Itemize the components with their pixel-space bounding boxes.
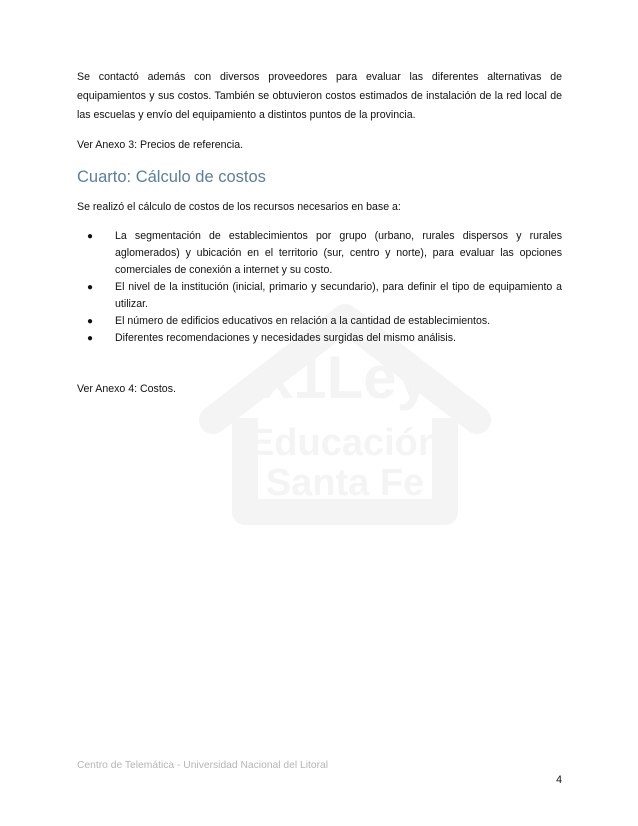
bullet-icon: ● [87, 282, 94, 293]
list-item-text: El nivel de la institución (inicial, primario y secundario), para definir el tipo de equipamiento a utilizar. [115, 281, 562, 310]
watermark-line-2: Educación [248, 422, 442, 464]
bullet-list [77, 228, 562, 347]
list-item-text: La segmentación de establecimientos por grupo (urbano, rurales dispersos y rurales aglomerados) y ubicación en el territorio (sur, centro y norte), para evaluar las opciones comerciales de conexión a internet y su costo. [115, 230, 562, 276]
paragraph-annex-3: Ver Anexo 3: Precios de referencia. [77, 139, 244, 151]
list-item [77, 330, 562, 347]
list-item [77, 313, 562, 330]
list-item-text: Diferentes recomendaciones y necesidades surgidas del mismo análisis. [115, 332, 456, 344]
bullet-icon: ● [87, 231, 94, 242]
paragraph-annex-4: Ver Anexo 4: Costos. [77, 383, 176, 395]
list-item [77, 279, 562, 313]
page-number: 4 [556, 774, 562, 786]
bullet-icon: ● [87, 316, 94, 327]
paragraph-suppliers: Se contactó además con diversos proveedores para evaluar las diferentes alternativas de equipamientos y sus costos. También se obtuvieron costos estimados de instalación de la red local de las escuelas y envío del equipamiento a distintos puntos de la provincia. [77, 71, 562, 121]
document-body [77, 68, 562, 410]
list-item-text: El número de edificios educativos en relación a la cantidad de establecimientos. [115, 315, 491, 327]
watermark-line-3: Santa Fe [265, 462, 425, 504]
list-item [77, 228, 562, 279]
page-footer: Centro de Telemática - Universidad Nacional del Litoral [77, 760, 329, 771]
bullet-icon: ● [87, 333, 94, 344]
section-heading: Cuarto: Cálculo de costos [77, 168, 266, 186]
paragraph-cost-basis: Se realizó el cálculo de costos de los recursos necesarios en base a: [77, 201, 401, 213]
watermark-line-1: x1Ley [259, 344, 431, 411]
